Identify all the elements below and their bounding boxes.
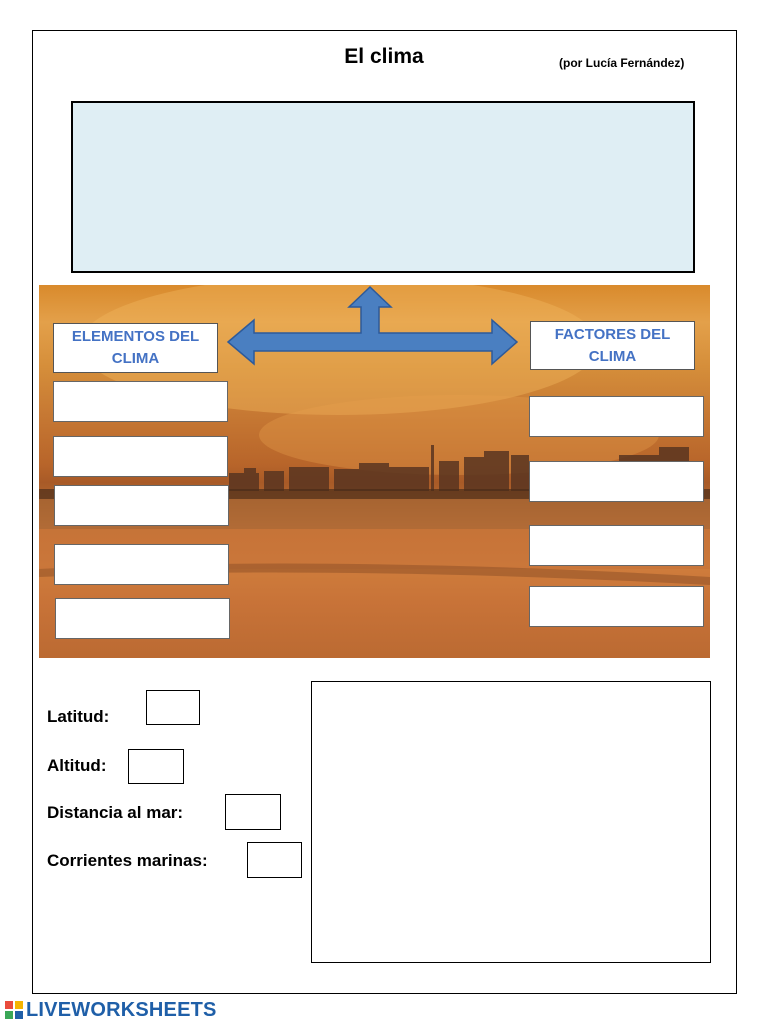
corrientes-marinas-label: Corrientes marinas: bbox=[47, 851, 208, 870]
altitud-label: Altitud: bbox=[47, 756, 107, 775]
factores-answer-box-4[interactable] bbox=[529, 586, 704, 627]
distancia-al-mar-label: Distancia al mar: bbox=[47, 803, 184, 822]
elementos-answer-box-5[interactable] bbox=[55, 598, 230, 639]
elementos-answer-box-1[interactable] bbox=[53, 381, 228, 422]
factores-answer-box-3[interactable] bbox=[529, 525, 704, 566]
author-credit: (por Lucía Fernández) bbox=[559, 56, 685, 70]
page-title: El clima bbox=[344, 45, 424, 68]
factores-del-clima-label: FACTORES DEL CLIMA bbox=[530, 321, 695, 370]
elementos-del-clima-label: ELEMENTOS DEL CLIMA bbox=[53, 323, 218, 373]
factores-answer-box-1[interactable] bbox=[529, 396, 704, 437]
elementos-answer-box-4[interactable] bbox=[54, 544, 229, 585]
explanation-answer-box[interactable] bbox=[311, 681, 711, 963]
distancia-answer-box[interactable] bbox=[225, 794, 281, 830]
latitud-answer-box[interactable] bbox=[146, 690, 200, 725]
factores-answer-box-2[interactable] bbox=[529, 461, 704, 502]
liveworksheets-cube-icon bbox=[4, 1000, 24, 1020]
liveworksheets-logo bbox=[4, 998, 217, 1022]
definition-answer-box[interactable] bbox=[71, 101, 695, 273]
logo-text: LIVEWORKSHEETS bbox=[26, 998, 217, 1021]
elementos-answer-box-2[interactable] bbox=[53, 436, 228, 477]
latitud-label: Latitud: bbox=[47, 707, 110, 726]
corrientes-answer-box[interactable] bbox=[247, 842, 302, 878]
altitud-answer-box[interactable] bbox=[128, 749, 184, 784]
elementos-answer-box-3[interactable] bbox=[54, 485, 229, 526]
